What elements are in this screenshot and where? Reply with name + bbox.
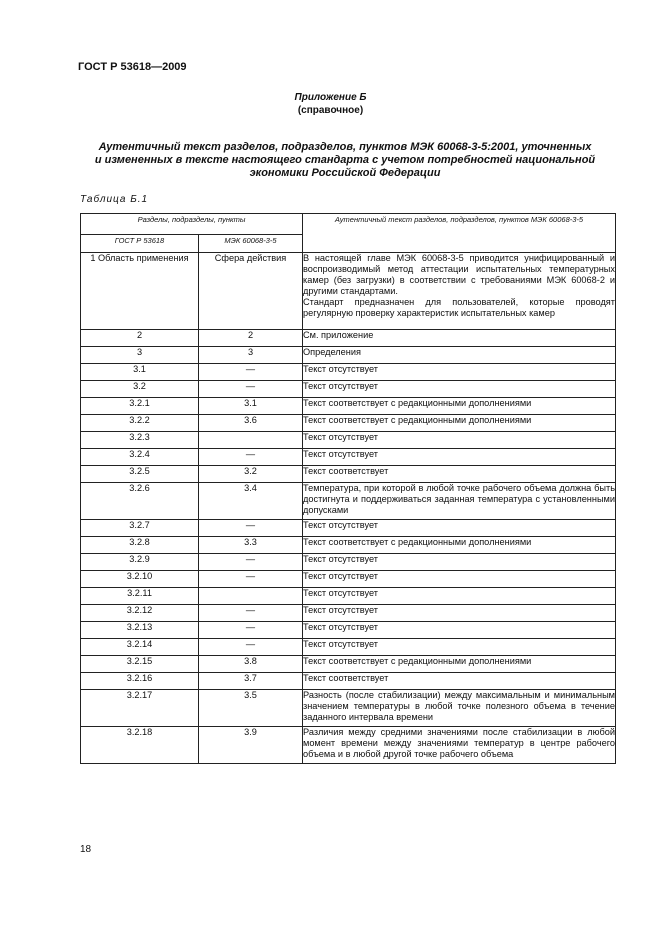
cell-text: Текст отсутствует: [303, 622, 616, 639]
cell-iec: [199, 588, 303, 605]
cell-iec: 3.7: [199, 673, 303, 690]
table-row: [81, 330, 616, 347]
cell-gost: 3.2.8: [81, 537, 199, 554]
annex-title: Приложение Б: [294, 92, 367, 103]
section-title-line: и измененных в тексте настоящего стандарта с учетом потребностей национальной: [94, 154, 596, 166]
table-row: [81, 398, 616, 415]
cell-text: Текст отсутствует: [303, 449, 616, 466]
cell-iec: Сфера действия: [199, 253, 303, 330]
cell-iec: —: [199, 449, 303, 466]
cell-text: Текст отсутствует: [303, 588, 616, 605]
cell-iec: 2: [199, 330, 303, 347]
cell-gost: 3.2.13: [81, 622, 199, 639]
table-row: [81, 253, 616, 330]
table-row: [81, 571, 616, 588]
cell-gost: 3.2.11: [81, 588, 199, 605]
cell-text: Текст соответствует с редакционными дополнениями: [303, 537, 616, 554]
cell-gost: 3: [81, 347, 199, 364]
cell-text: Текст соответствует с редакционными дополнениями: [303, 656, 616, 673]
cell-iec: 3.3: [199, 537, 303, 554]
page-number: 18: [80, 844, 92, 855]
table-row: [81, 605, 616, 622]
cell-iec: —: [199, 381, 303, 398]
table-row: [81, 466, 616, 483]
cell-iec: —: [199, 520, 303, 537]
cell-gost: 3.2.12: [81, 605, 199, 622]
cell-iec: 3: [199, 347, 303, 364]
cell-gost: 3.2.17: [81, 690, 199, 727]
cell-iec: —: [199, 571, 303, 588]
cell-text: См. приложение: [303, 330, 616, 347]
section-title-line: Аутентичный текст разделов, подразделов, пунктов МЭК 60068-3-5:2001, уточненных: [98, 141, 592, 153]
cell-text: Текст соответствует: [303, 466, 616, 483]
table-row: [81, 381, 616, 398]
cell-iec: 3.5: [199, 690, 303, 727]
cell-gost: 3.2.16: [81, 673, 199, 690]
cell-text: Текст отсутствует: [303, 639, 616, 656]
header-gost: ГОСТ Р 53618: [81, 235, 199, 253]
table-row: [81, 449, 616, 466]
cell-text: Определения: [303, 347, 616, 364]
table-row: [81, 673, 616, 690]
cell-text: Текст отсутствует: [303, 364, 616, 381]
cell-text: Текст отсутствует: [303, 432, 616, 449]
cell-text: Различия между средними значениями после стабилизации в любой момент времени между значениями температур в центре рабочего объема и в любой другой точке рабочего объема: [303, 727, 616, 764]
annex-subtitle: (справочное): [297, 105, 364, 116]
cell-text: Текст отсутствует: [303, 554, 616, 571]
cell-gost: 3.2: [81, 381, 199, 398]
cell-text: Текст отсутствует: [303, 381, 616, 398]
table-row: [81, 588, 616, 605]
cell-gost: 3.2.18: [81, 727, 199, 764]
table-row: [81, 622, 616, 639]
table-row: [81, 415, 616, 432]
table-row: [81, 520, 616, 537]
cell-iec: —: [199, 605, 303, 622]
cell-text: Разность (после стабилизации) между максимальным и минимальным значением температуры в любой точке полезного объема в течение заданного интервала времени: [303, 690, 616, 727]
table-caption: Таблица Б.1: [80, 194, 149, 205]
cell-gost: 3.2.5: [81, 466, 199, 483]
cell-gost: 3.2.10: [81, 571, 199, 588]
header-authentic-text: Аутентичный текст разделов, подразделов, пунктов МЭК 60068-3-5: [303, 214, 616, 253]
table-row: [81, 639, 616, 656]
cell-gost: 3.2.7: [81, 520, 199, 537]
cell-text: Текст соответствует: [303, 673, 616, 690]
table-row: [81, 347, 616, 364]
table-row: [81, 432, 616, 449]
table-row: [81, 364, 616, 381]
cell-iec: —: [199, 554, 303, 571]
cell-iec: —: [199, 364, 303, 381]
cell-gost: 3.2.3: [81, 432, 199, 449]
table-row: [81, 690, 616, 727]
cell-gost: 3.2.14: [81, 639, 199, 656]
cell-text: Температура, при которой в любой точке рабочего объема должна быть достигнута и поддерживаться заданная температура с установленными допусками: [303, 483, 616, 520]
cell-iec: —: [199, 639, 303, 656]
table-row: [81, 483, 616, 520]
cell-gost: 3.2.15: [81, 656, 199, 673]
cell-text: [303, 253, 616, 330]
cell-text: Текст соответствует с редакционными дополнениями: [303, 398, 616, 415]
cell-text-paragraph: Стандарт предназначен для пользователей, которые проводят регулярную проверку характеристик испытательных камер: [303, 297, 615, 318]
cell-gost: 3.2.1: [81, 398, 199, 415]
section-title: [80, 141, 610, 180]
cell-text: Текст отсутствует: [303, 571, 616, 588]
header-iec: МЭК 60068-3-5: [199, 235, 303, 253]
document-code: ГОСТ Р 53618—2009: [78, 61, 187, 73]
cell-gost: 3.2.6: [81, 483, 199, 520]
section-title-line: экономики Российской Федерации: [249, 167, 441, 179]
cell-iec: 3.9: [199, 727, 303, 764]
table-row: [81, 656, 616, 673]
cell-iec: —: [199, 622, 303, 639]
cell-text: Текст соответствует с редакционными дополнениями: [303, 415, 616, 432]
cell-iec: [199, 432, 303, 449]
cell-iec: 3.1: [199, 398, 303, 415]
cell-gost: 3.1: [81, 364, 199, 381]
cell-text: Текст отсутствует: [303, 520, 616, 537]
table-row: [81, 554, 616, 571]
cell-gost: 3.2.4: [81, 449, 199, 466]
cell-gost: 3.2.2: [81, 415, 199, 432]
table-row: [81, 537, 616, 554]
cell-text: Текст отсутствует: [303, 605, 616, 622]
correspondence-table: [80, 213, 616, 764]
cell-gost: 2: [81, 330, 199, 347]
cell-iec: 3.2: [199, 466, 303, 483]
table-row: [81, 727, 616, 764]
cell-gost: 3.2.9: [81, 554, 199, 571]
cell-iec: 3.8: [199, 656, 303, 673]
cell-iec: 3.6: [199, 415, 303, 432]
cell-text-paragraph: В настоящей главе МЭК 60068-3-5 приводится унифицированный и воспроизводимый метод аттестации испытательных температурных камер (без загрузки) в соответствии с требованиями МЭК 60068-2 и другими стандартами.: [303, 253, 615, 296]
header-group: Разделы, подразделы, пункты: [81, 214, 303, 235]
cell-iec: 3.4: [199, 483, 303, 520]
cell-gost: 1 Область применения: [81, 253, 199, 330]
